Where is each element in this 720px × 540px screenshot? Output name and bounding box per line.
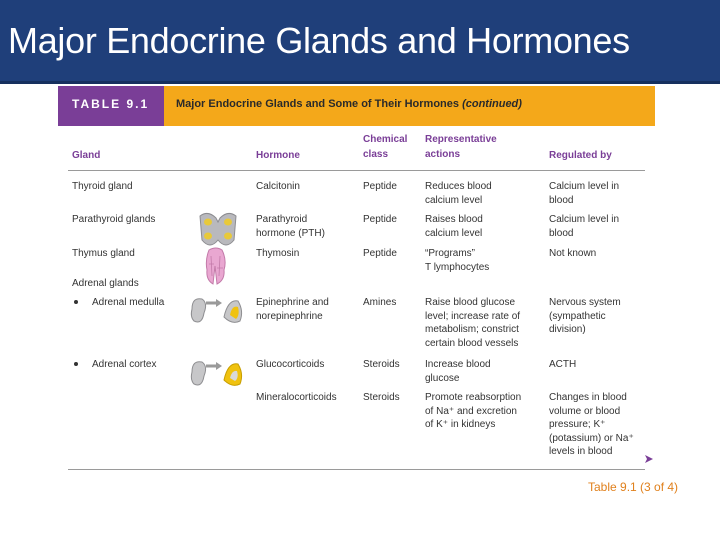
- cell-line: hormone (PTH): [256, 227, 325, 239]
- column-header-actions-line: Representative: [425, 134, 497, 145]
- slide-title: Major Endocrine Glands and Hormones: [8, 20, 630, 61]
- cell-line: Changes in blood: [549, 392, 627, 403]
- thymus-illustration: [203, 246, 229, 286]
- cell-line: calcium level: [425, 227, 483, 239]
- bottom-rule: [68, 469, 645, 470]
- column-header-class-line: class: [363, 149, 389, 160]
- continue-arrow-icon: [644, 454, 654, 464]
- cell-gland: [92, 296, 164, 310]
- cell-gland: [72, 213, 155, 227]
- cell-line: Adrenal medulla: [92, 297, 165, 308]
- cell-regulated: [549, 358, 576, 372]
- cell-hormone: [256, 358, 324, 372]
- cell-line: levels in blood: [549, 446, 613, 457]
- cell-actions: [425, 247, 489, 274]
- cell-line: of Na⁺ and excretion: [425, 405, 517, 417]
- cell-line: Parathyroid glands: [72, 214, 156, 225]
- cell-regulated: [549, 296, 621, 337]
- column-header-class: [363, 132, 407, 162]
- cell-line: Mineralocorticoids: [256, 392, 337, 403]
- cell-hormone: [256, 391, 337, 405]
- cell-gland: [72, 180, 133, 194]
- cell-gland: [92, 358, 156, 372]
- cell-hormone: [256, 296, 329, 323]
- cell-line: Amines: [363, 297, 397, 308]
- table-caption: Table 9.1 (3 of 4): [588, 480, 679, 494]
- cell-line: level; increase rate of: [425, 310, 521, 322]
- bullet-icon: [74, 362, 78, 366]
- cell-line: Thymosin: [256, 248, 300, 259]
- cell-actions: [425, 180, 492, 207]
- cell-line: “Programs”: [425, 248, 476, 259]
- cell-line: Glucocorticoids: [256, 359, 325, 370]
- column-header-class-line: Chemical: [363, 134, 408, 145]
- cell-line: Nervous system: [549, 297, 621, 308]
- cell-line: pressure; K⁺: [549, 419, 606, 430]
- cell-line: (potassium) or Na⁺: [549, 432, 634, 444]
- cell-line: ACTH: [549, 359, 577, 370]
- table-title-text: Major Endocrine Glands and Some of Their Hormones: [176, 98, 459, 110]
- cell-line: (sympathetic: [549, 310, 606, 322]
- cell-line: norepinephrine: [256, 310, 323, 322]
- cell-actions: [425, 213, 483, 240]
- cell-line: Thyroid gland: [72, 181, 133, 192]
- cell-line: T lymphocytes: [425, 261, 490, 273]
- cell-class: [363, 358, 400, 372]
- cell-line: Peptide: [363, 248, 397, 259]
- bullet-icon: [74, 300, 78, 304]
- cell-line: of K⁺ in kidneys: [425, 419, 496, 430]
- cell-line: Increase blood: [425, 359, 491, 370]
- cell-line: division): [549, 324, 586, 335]
- cell-regulated: [549, 213, 619, 240]
- cell-line: Peptide: [363, 214, 397, 225]
- cell-regulated: [549, 391, 634, 459]
- cell-line: Reduces blood: [425, 181, 492, 192]
- column-header-regulated: Regulated by: [549, 150, 612, 161]
- column-header-actions-line: actions: [425, 149, 461, 160]
- cell-actions: [425, 296, 520, 350]
- cell-actions: [425, 391, 521, 432]
- column-header-gland: Gland: [72, 150, 101, 161]
- cell-gland: [72, 277, 139, 291]
- cell-line: Peptide: [363, 181, 397, 192]
- cell-line: Promote reabsorption: [425, 392, 522, 403]
- cell-line: Calcium level in: [549, 214, 620, 225]
- slide-title-bar: [0, 0, 720, 84]
- cell-class: [363, 247, 397, 261]
- cell-line: glucose: [425, 372, 460, 384]
- cell-hormone: [256, 213, 325, 240]
- cell-class: [363, 296, 396, 310]
- adrenal-cortex-illustration: [188, 354, 246, 392]
- cell-line: blood: [549, 194, 574, 206]
- cell-class: [363, 180, 397, 194]
- header-rule: [68, 170, 645, 171]
- table-header-band: [58, 86, 655, 126]
- adrenal-medulla-illustration: [188, 291, 246, 329]
- cell-line: Calcitonin: [256, 181, 300, 192]
- cell-line: Adrenal cortex: [92, 359, 157, 370]
- cell-hormone: [256, 247, 299, 261]
- cell-line: volume or blood: [549, 405, 621, 417]
- cell-gland: [72, 247, 135, 261]
- column-header-actions: [425, 132, 497, 162]
- cell-hormone: [256, 180, 300, 194]
- cell-line: metabolism; constrict: [425, 324, 519, 335]
- cell-regulated: [549, 247, 596, 261]
- cell-line: Thymus gland: [72, 248, 135, 259]
- table-tag: [58, 86, 164, 126]
- cell-line: Steroids: [363, 392, 400, 403]
- table-title: [176, 98, 522, 110]
- endocrine-table: [58, 86, 655, 486]
- cell-line: blood: [549, 227, 574, 239]
- cell-actions: [425, 358, 491, 385]
- cell-class: [363, 213, 397, 227]
- cell-line: Epinephrine and: [256, 297, 329, 308]
- cell-line: Parathyroid: [256, 214, 308, 225]
- cell-line: Not known: [549, 248, 597, 259]
- cell-line: certain blood vessels: [425, 337, 519, 349]
- column-header-hormone: Hormone: [256, 150, 300, 161]
- cell-line: Raises blood: [425, 214, 483, 225]
- cell-line: Raise blood glucose: [425, 297, 516, 308]
- table-title-suffix: (continued): [462, 98, 522, 110]
- cell-regulated: [549, 180, 619, 207]
- cell-line: calcium level: [425, 194, 483, 206]
- cell-class: [363, 391, 400, 405]
- cell-line: Calcium level in: [549, 181, 620, 192]
- parathyroid-illustration: [196, 210, 240, 250]
- cell-line: Adrenal glands: [72, 278, 139, 289]
- cell-line: Steroids: [363, 359, 400, 370]
- table-tag-label: TABLE 9.1: [72, 97, 150, 111]
